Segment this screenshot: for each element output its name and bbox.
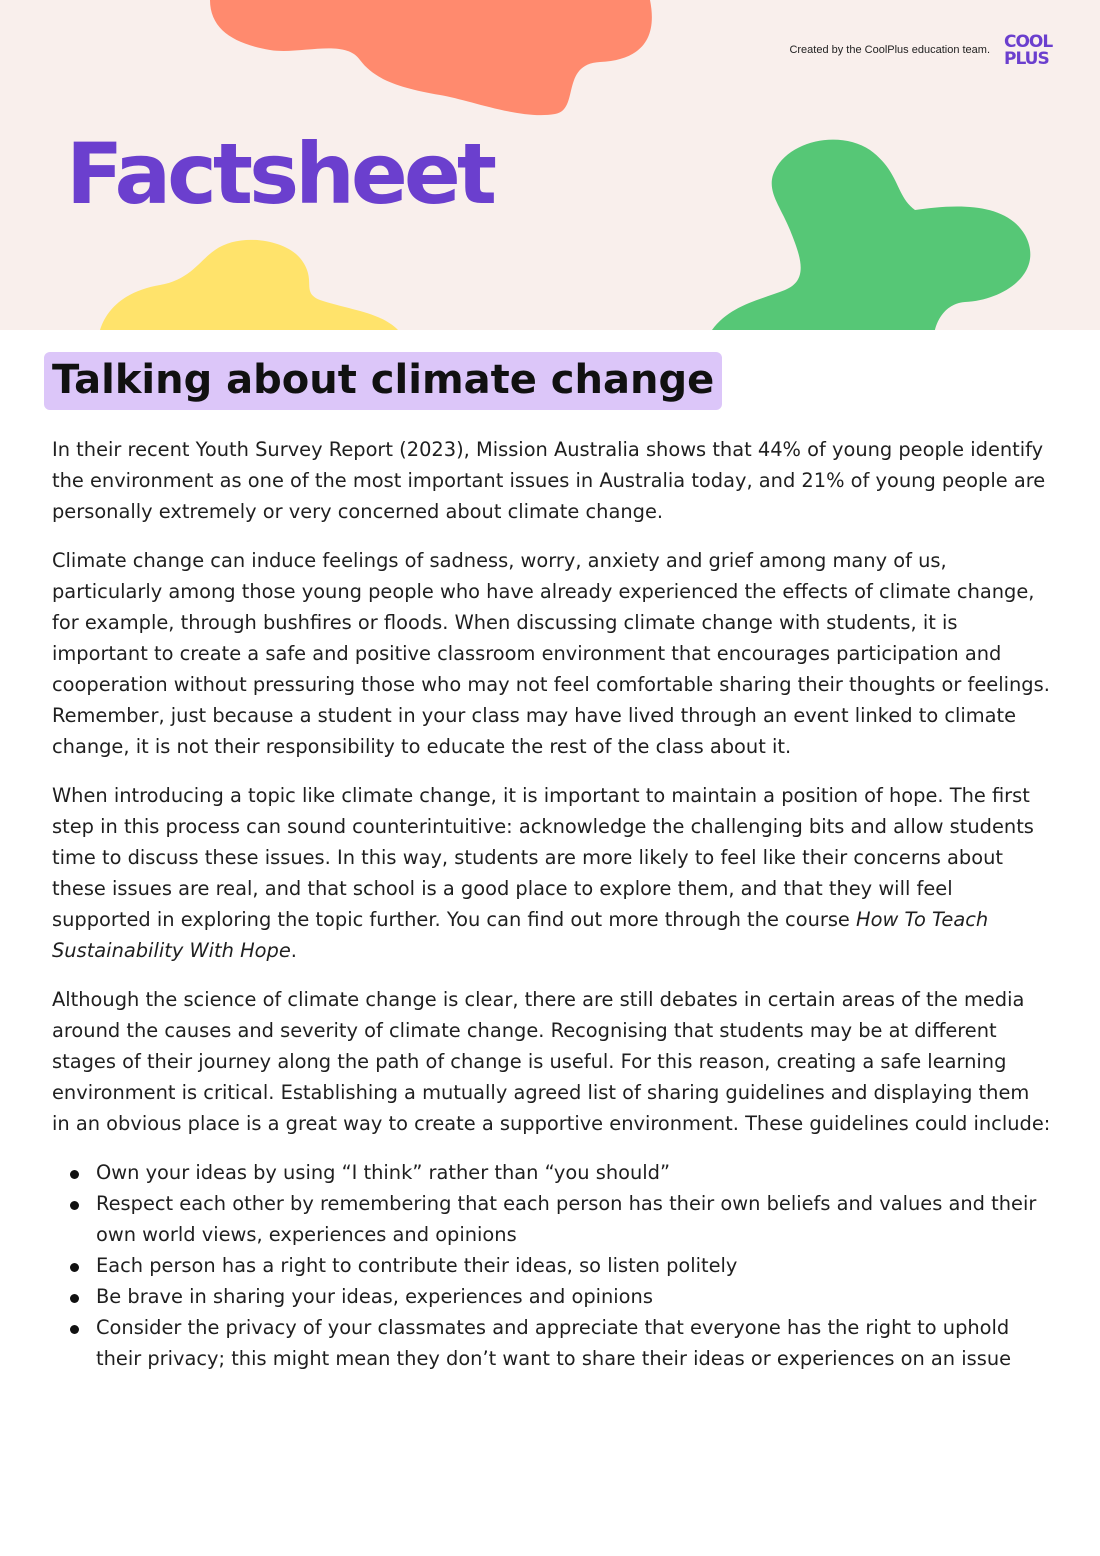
paragraph-survey: In their recent Youth Survey Report (2023), Mission Australia shows that 44% of young people identify the environment as one of the most important issues in Australia today, and 21% of young people are personally extremely or very concerned about climate change. <box>52 438 1046 523</box>
coral-blob <box>210 0 652 115</box>
header-banner <box>0 0 1100 330</box>
bullet-icon <box>70 1201 79 1210</box>
paragraph-debates: Although the science of climate change is clear, there are still debates in certain areas of the media around the causes and severity of climate change. Recognising that students may be at different stages of their journey along the path of change is useful. For this reason, creating a safe learning environment is critical. Establishing a mutually agreed list of sharing guidelines and displaying them in an obvious place is a great way to create a supportive environment. These guidelines could include: <box>52 988 1051 1135</box>
list-item <box>52 1250 1052 1281</box>
list-item <box>52 1281 1052 1312</box>
list-item <box>52 1188 1052 1250</box>
coolplus-logo[interactable] <box>1004 34 1068 68</box>
guidelines-list <box>52 1157 1052 1374</box>
page-title: Factsheet <box>66 125 493 223</box>
course-link[interactable]: How To Teach Sustainability With Hope <box>52 908 989 962</box>
bullet-icon <box>70 1170 79 1179</box>
paragraph-hope-text: When introducing a topic like climate change, it is important to maintain a position of hope. The first step in this process can sound counterintuitive: acknowledge the challenging bits and allow students time to discuss these issues. In this way, students are more likely to feel like their concerns about these issues are real, and that school is a good place to explore them, and that they will feel supported in exploring the topic further. You can find out more through the course <box>52 784 1034 931</box>
green-blob <box>712 140 1030 330</box>
credit-text: Created by the CoolPlus education team. <box>789 44 990 56</box>
list-item-text: Be brave in sharing your ideas, experiences and opinions <box>96 1285 653 1308</box>
list-item-text: Each person has a right to contribute their ideas, so listen politely <box>96 1254 738 1277</box>
logo-line-2: PLUS <box>1004 49 1049 69</box>
bullet-icon <box>70 1325 79 1334</box>
main-content <box>52 352 1052 1374</box>
section-title: Talking about climate change <box>44 352 722 410</box>
paragraph-feelings: Climate change can induce feelings of sadness, worry, anxiety and grief among many of us, particularly among those young people who have already experienced the effects of climate change, for example, through bushfires or floods. When discussing climate change with students, it is important to create a safe and positive classroom environment that encourages participation and cooperation without pressuring those who may not feel comfortable sharing their thoughts or feelings. Remember, just because a student in your class may have lived through an event linked to climate change, it is not their responsibility to educate the rest of the class about it. <box>52 549 1050 758</box>
bullet-icon <box>70 1263 79 1272</box>
paragraph-hope <box>52 780 1052 966</box>
list-item <box>52 1312 1052 1374</box>
logo-line-1: COOL <box>1004 32 1053 52</box>
list-item-text: Consider the privacy of your classmates and appreciate that everyone has the right to uphold their privacy; this might mean they don’t want to share their ideas or experiences on an issue <box>96 1316 1012 1370</box>
bullet-icon <box>70 1294 79 1303</box>
paragraph-hope-end: . <box>290 939 297 962</box>
list-item <box>52 1157 1052 1188</box>
list-item-text: Own your ideas by using “I think” rather than “you should” <box>96 1161 671 1184</box>
yellow-blob <box>100 240 398 330</box>
list-item-text: Respect each other by remembering that each person has their own beliefs and values and their own world views, experiences and opinions <box>96 1192 1037 1246</box>
